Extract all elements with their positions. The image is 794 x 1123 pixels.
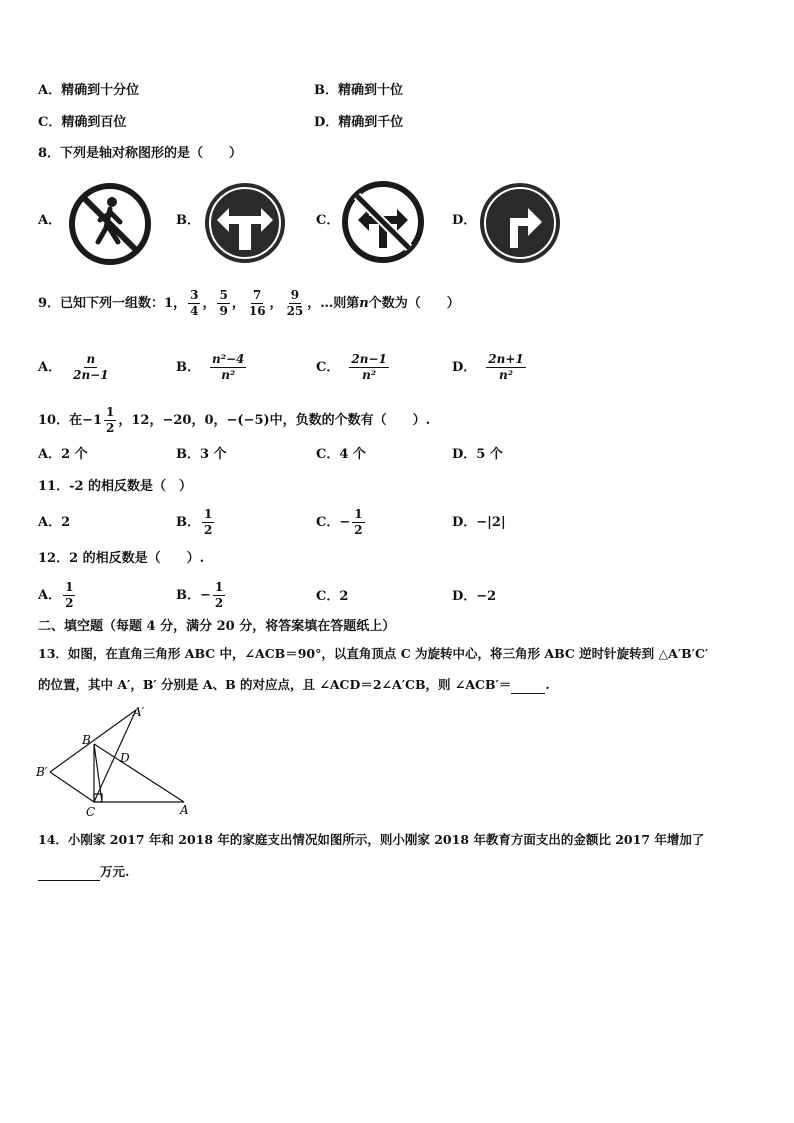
q7-option-a: A．精确到十分位 bbox=[38, 83, 140, 98]
q12-option-c: C．2 bbox=[316, 589, 349, 604]
q9-option-a: A． $\frac{n}{2n-1}$ bbox=[38, 352, 109, 382]
q9-option-d: D． $\frac{2n+1}{\text{n²}}$ bbox=[452, 352, 524, 382]
q13-line-1: 13．如图，在直角三角形 ABC 中，∠ACB＝90°，以直角顶点 C 为旋转中心，将三角形 ABC 逆时针旋转到 △A′B′C′ bbox=[38, 646, 709, 661]
q8-label-c: C． bbox=[316, 213, 340, 228]
q11-option-d: D．−|2| bbox=[452, 515, 506, 530]
q11-stem: 11．-2 的相反数是（ ） bbox=[38, 479, 193, 494]
q11-option-a: A．2 bbox=[38, 515, 71, 530]
q9-option-c: C． $\frac{2n-1}{\text{n²}}$ bbox=[316, 352, 387, 382]
q10-option-d: D．5 个 bbox=[452, 447, 503, 462]
q7-option-d: D．精确到千位 bbox=[314, 115, 404, 130]
q12-option-b: B．− $\frac{1}{2}$ bbox=[176, 580, 224, 610]
figure-label-b: B bbox=[82, 733, 91, 747]
q9-stem-suffix-a: ，…则第 bbox=[307, 296, 360, 311]
figure-label-b-prime: B′ bbox=[36, 765, 48, 779]
q12-stem: 12．2 的相反数是（ ）. bbox=[38, 551, 205, 566]
no-pedestrian-sign-icon bbox=[66, 182, 154, 266]
figure-label-a-prime: A′ bbox=[133, 705, 145, 719]
q8-stem: 8．下列是轴对称图形的是（ ） bbox=[38, 146, 243, 161]
q11-option-c: C．− $\frac{1}{2}$ bbox=[316, 507, 363, 537]
q9-seq-1: $\frac{3}{4}$ bbox=[190, 288, 199, 318]
q10-stem: 10．在−1 $\frac{1}{2}$ ，12，−20，0，−(−5)中，负数的个数有（ ）. bbox=[38, 405, 431, 435]
figure-label-d: D bbox=[120, 751, 130, 765]
turn-right-sign-icon bbox=[478, 180, 562, 266]
q11-option-b: B． $\frac{1}{2}$ bbox=[176, 507, 213, 537]
q7-option-b: B．精确到十位 bbox=[314, 83, 403, 98]
no-left-or-right-turn-sign-icon bbox=[341, 178, 425, 266]
q9-stem-prefix: 9．已知下列一组数：1， bbox=[38, 296, 187, 311]
section-2-heading: 二、填空题（每题 4 分，满分 20 分，将答案填在答题纸上） bbox=[38, 619, 396, 634]
q12-option-a: A． $\frac{1}{2}$ bbox=[38, 580, 74, 610]
q14-line-1: 14．小刚家 2017 年和 2018 年的家庭支出情况如图所示，则小刚家 2018 年教育方面支出的金额比 2017 年增加了 bbox=[38, 832, 705, 847]
q8-label-d: D． bbox=[452, 213, 477, 228]
figure-label-c: C bbox=[86, 805, 96, 819]
q10-option-a: A．2 个 bbox=[38, 447, 88, 462]
q9-stem-suffix-b: 个数为（ ） bbox=[368, 296, 460, 311]
q12-option-d: D．−2 bbox=[452, 589, 497, 604]
q13-line-2: 的位置，其中 A′，B′ 分别是 A、B 的对应点，且 ∠ACD＝2∠A′CB，则 ∠ACB′＝ . bbox=[38, 677, 550, 692]
q14-line-2: 万元. bbox=[38, 863, 129, 881]
q9-seq-4: $\frac{9}{25}$ bbox=[286, 288, 304, 318]
q13-triangle-figure bbox=[34, 702, 200, 820]
figure-label-a: A bbox=[180, 803, 189, 817]
q13-answer-blank[interactable] bbox=[511, 679, 545, 694]
q9-seq-2: $\frac{5}{9}$ bbox=[219, 288, 228, 318]
q7-option-c: C．精确到百位 bbox=[38, 115, 127, 130]
turn-left-or-right-sign-icon bbox=[203, 180, 287, 266]
q9-option-b: B． $\frac{\text{n²−4}}{\text{n²}}$ bbox=[176, 352, 245, 382]
q8-label-a: A． bbox=[38, 213, 62, 228]
q14-answer-blank[interactable] bbox=[38, 866, 100, 881]
q10-option-b: B．3 个 bbox=[176, 447, 227, 462]
q9-var: n bbox=[359, 296, 369, 311]
q10-option-c: C．4 个 bbox=[316, 447, 366, 462]
q9-stem: 9．已知下列一组数：1， $\frac{3}{4}$ ， $\frac{5}{9}$ ， $\frac{7}{16}$ ， $\frac{9}{25}$ ，…则第n个数为（ ） bbox=[38, 288, 460, 318]
q9-seq-3: $\frac{7}{16}$ bbox=[248, 288, 266, 318]
q8-label-b: B． bbox=[176, 213, 200, 228]
